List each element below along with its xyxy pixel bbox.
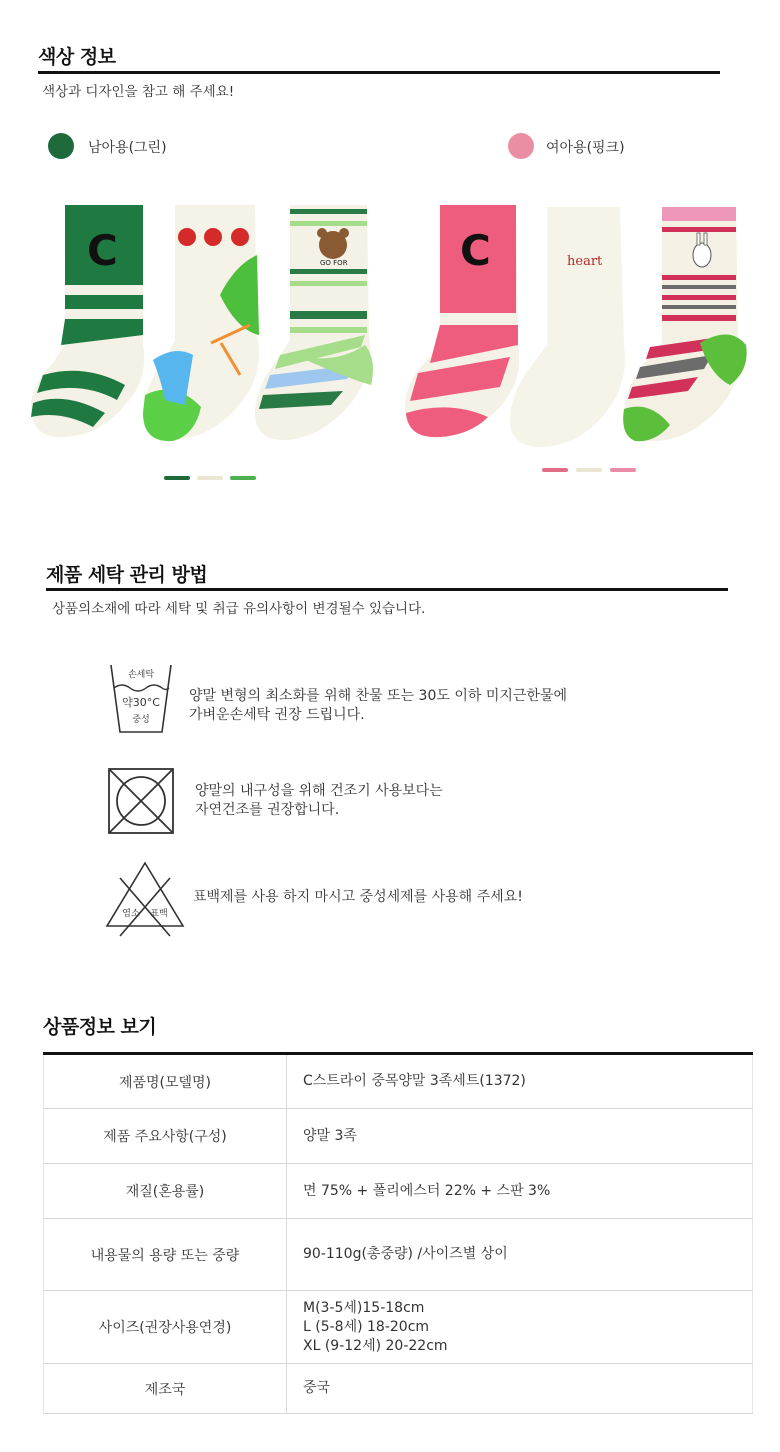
care-section-subtitle: 상품의소재에 따라 세탁 및 취급 유의사항이 변경될수 있습니다. (52, 601, 426, 617)
pink-socks-image (400, 195, 760, 455)
info-section-title: 상품정보 보기 (43, 1016, 157, 1038)
no-tumble-dry-icon (106, 766, 176, 836)
table-value (287, 1364, 753, 1414)
green-color-dot (48, 133, 74, 159)
pink-color-dot (508, 133, 534, 159)
table-row (44, 1054, 753, 1109)
care-section-rule (46, 588, 728, 591)
green-sock-c-letter: C (87, 226, 118, 275)
value-line: XL (9-12세) 20-22cm (303, 1337, 448, 1354)
no-bleach-icon (104, 860, 186, 940)
value-line: 중국 (303, 1380, 331, 1396)
color-section-title: 색상 정보 (38, 46, 116, 68)
table-key: 제품명(모델명) (44, 1054, 287, 1109)
pink-variant-label: 여아용(핑크) (546, 140, 625, 156)
pink-sock-c-letter: C (460, 226, 491, 275)
table-value (287, 1109, 753, 1164)
table-key: 제품 주요사항(구성) (44, 1109, 287, 1164)
care-section-title: 제품 세탁 관리 방법 (46, 564, 208, 586)
hand-wash-neutral: 중성 (132, 715, 150, 725)
pink-c-sock (405, 205, 519, 437)
table-key: 내용물의 용량 또는 중량 (44, 1219, 287, 1291)
table-value (287, 1054, 753, 1109)
value-line: 90-110g(총중량) /사이즈별 상이 (303, 1246, 508, 1262)
hand-wash-line-2: 가벼운손세탁 권장 드립니다. (189, 707, 365, 723)
green-c-sock (31, 205, 144, 437)
no-bleach-text (193, 888, 523, 907)
striped-bear-sock (255, 205, 373, 440)
cream-heart-sock (510, 207, 625, 447)
pink-striped-bunny-sock (623, 207, 747, 441)
no-tumble-dry-line-2: 자연건조를 권장합니다. (195, 802, 340, 818)
no-bleach-label-1: 염소 (122, 909, 140, 919)
hand-wash-line-1: 양말 변형의 최소화를 위해 찬물 또는 30도 이하 미지근한물에 (189, 688, 567, 704)
heart-sock-text: heart (567, 254, 603, 269)
pink-swatch-1 (542, 468, 568, 472)
product-info-table (43, 1052, 753, 1414)
table-value (287, 1219, 753, 1291)
green-swatch-1 (164, 476, 190, 480)
table-row (44, 1219, 753, 1291)
hand-wash-icon (108, 662, 174, 736)
table-value (287, 1291, 753, 1364)
green-socks-image (25, 195, 395, 455)
pink-swatch-3 (610, 468, 636, 472)
hand-wash-text (189, 687, 567, 725)
bear-sock-text: GO FOR (320, 259, 348, 267)
green-swatch-2 (197, 476, 223, 480)
table-row (44, 1364, 753, 1414)
table-row (44, 1291, 753, 1364)
color-section-rule (38, 71, 720, 74)
table-key: 제조국 (44, 1364, 287, 1414)
color-section-subtitle: 색상과 디자인을 참고 해 주세요! (42, 84, 235, 100)
table-row (44, 1109, 753, 1164)
value-line: C스트라이 중목양말 3족세트(1372) (303, 1073, 526, 1089)
cream-cherry-sock (143, 205, 259, 441)
value-line: 면 75% + 폴리에스터 22% + 스판 3% (303, 1182, 551, 1199)
green-swatch-3 (230, 476, 256, 480)
hand-wash-label: 손세탁 (127, 670, 155, 680)
value-line: M(3-5세)15-18cm (303, 1299, 425, 1316)
table-value (287, 1164, 753, 1219)
no-tumble-dry-text (195, 782, 443, 820)
table-row (44, 1164, 753, 1219)
no-bleach-label-2: 표백 (150, 909, 168, 919)
no-bleach-line-1: 표백제를 사용 하지 마시고 중성세제를 사용해 주세요! (193, 889, 523, 905)
pink-swatch-2 (576, 468, 602, 472)
table-key: 재질(혼용률) (44, 1164, 287, 1219)
value-line: 양말 3족 (303, 1127, 357, 1144)
table-key: 사이즈(권장사용연경) (44, 1291, 287, 1364)
no-tumble-dry-line-1: 양말의 내구성을 위해 건조기 사용보다는 (195, 783, 443, 799)
hand-wash-temp: 약30°C (122, 696, 160, 709)
green-variant-label: 남아용(그린) (88, 140, 167, 156)
value-line: L (5-8세) 18-20cm (303, 1318, 430, 1335)
